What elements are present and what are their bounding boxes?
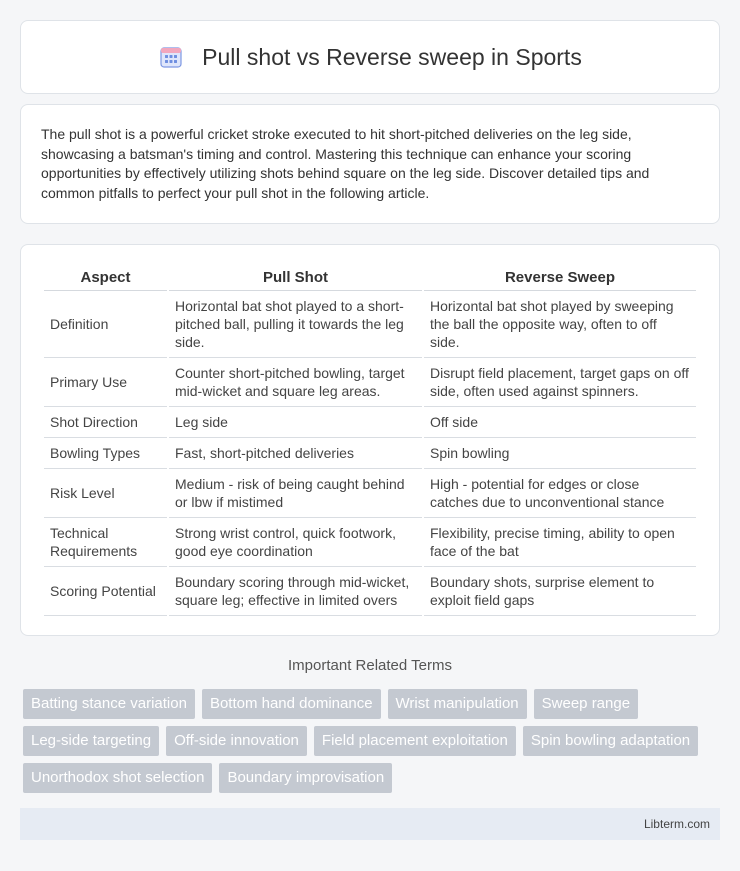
related-term-tag[interactable]: Off-side innovation (166, 726, 307, 756)
row-reverse-sweep: Horizontal bat shot played by sweeping the ball the opposite way, often to off side. (424, 291, 696, 358)
page-title: Pull shot vs Reverse sweep in Sports (202, 43, 582, 70)
row-reverse-sweep: Flexibility, precise timing, ability to open face of the bat (424, 518, 696, 567)
header-card (20, 20, 720, 94)
row-aspect: Risk Level (44, 469, 167, 518)
row-aspect: Shot Direction (44, 407, 167, 438)
table-header-row (44, 265, 696, 291)
comparison-table (42, 265, 698, 616)
related-term-tag[interactable]: Spin bowling adaptation (523, 726, 698, 756)
calendar-grid-icon (158, 44, 184, 70)
row-pull-shot: Horizontal bat shot played to a short-pitched ball, pulling it towards the leg side. (169, 291, 422, 358)
row-reverse-sweep: High - potential for edges or close catches due to unconventional stance (424, 469, 696, 518)
row-aspect: Definition (44, 291, 167, 358)
table-row (44, 518, 696, 567)
footer (20, 808, 720, 840)
related-term-tag[interactable]: Unorthodox shot selection (23, 763, 212, 793)
table-row (44, 407, 696, 438)
header-reverse-sweep: Reverse Sweep (424, 265, 696, 291)
row-pull-shot: Boundary scoring through mid-wicket, square leg; effective in limited overs (169, 567, 422, 616)
related-term-tag[interactable]: Boundary improvisation (219, 763, 392, 793)
row-reverse-sweep: Spin bowling (424, 438, 696, 469)
row-pull-shot: Strong wrist control, quick footwork, good eye coordination (169, 518, 422, 567)
related-term-tag[interactable]: Leg-side targeting (23, 726, 159, 756)
table-row (44, 438, 696, 469)
related-term-tag[interactable]: Field placement exploitation (314, 726, 516, 756)
row-aspect: Scoring Potential (44, 567, 167, 616)
row-reverse-sweep: Boundary shots, surprise element to exploit field gaps (424, 567, 696, 616)
header-aspect: Aspect (44, 265, 167, 291)
table-row (44, 469, 696, 518)
table-row (44, 358, 696, 407)
row-reverse-sweep: Disrupt field placement, target gaps on off side, often used against spinners. (424, 358, 696, 407)
row-aspect: Bowling Types (44, 438, 167, 469)
table-row (44, 291, 696, 358)
row-pull-shot: Fast, short-pitched deliveries (169, 438, 422, 469)
row-pull-shot: Leg side (169, 407, 422, 438)
footer-site-link[interactable]: Libterm.com (643, 817, 710, 831)
related-terms-tags (23, 689, 723, 793)
row-pull-shot: Counter short-pitched bowling, target mid-wicket and square leg areas. (169, 358, 422, 407)
row-pull-shot: Medium - risk of being caught behind or lbw if mistimed (169, 469, 422, 518)
related-terms-title: Important Related Terms (288, 657, 452, 674)
header-pull-shot: Pull Shot (169, 265, 422, 291)
table-row (44, 567, 696, 616)
row-aspect: Primary Use (44, 358, 167, 407)
related-term-tag[interactable]: Wrist manipulation (388, 689, 527, 719)
row-reverse-sweep: Off side (424, 407, 696, 438)
related-term-tag[interactable]: Batting stance variation (23, 689, 195, 719)
header-title-wrap (158, 44, 582, 71)
intro-text: The pull shot is a powerful cricket stroke executed to hit short-pitched deliveries on the leg side, showcasing a batsman's timing and control. Mastering this technique can enhance your scoring opportunities by effectively utilizing shots behind square on the leg side. Discover detailed tips and common pitfalls to perfect your pull shot in the following article. (41, 126, 650, 201)
related-term-tag[interactable]: Bottom hand dominance (202, 689, 381, 719)
related-term-tag[interactable]: Sweep range (534, 689, 638, 719)
row-aspect: Technical Requirements (44, 518, 167, 567)
comparison-table-card (20, 244, 720, 636)
intro-card (20, 104, 720, 224)
